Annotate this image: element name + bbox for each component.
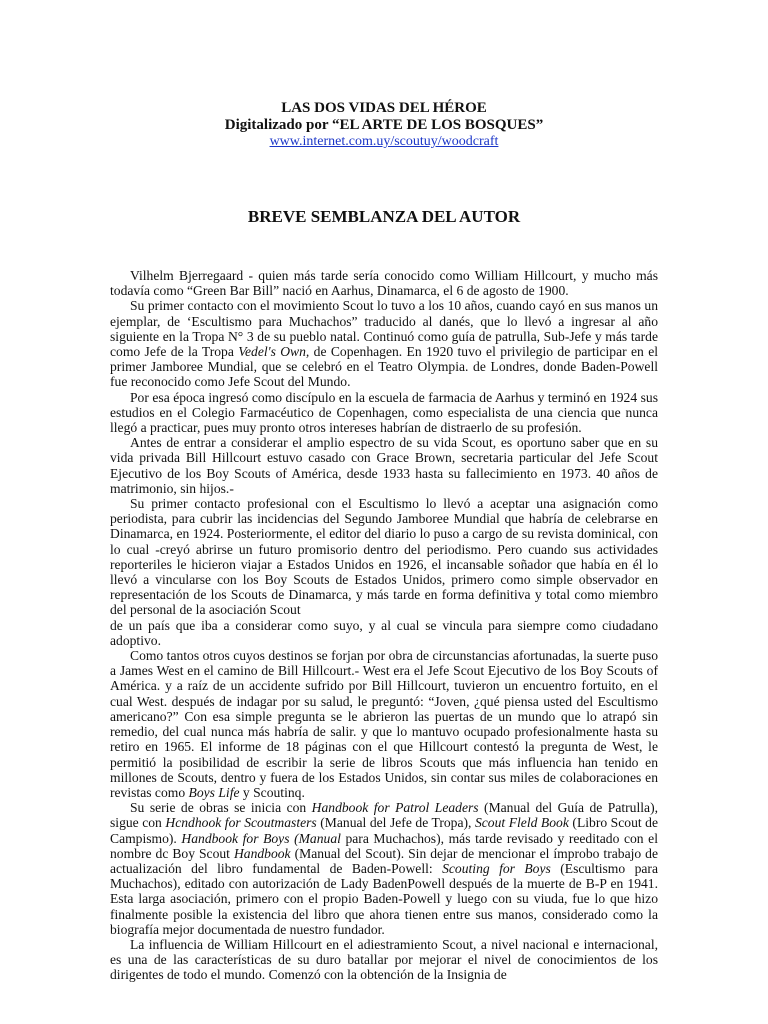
document-title: LAS DOS VIDAS DEL HÉROE	[281, 100, 487, 116]
paragraph: Antes de entrar a considerar el amplio espectro de su vida Scout, es oportuno saber que en su vida privada Bill Hillcourt estuvo casado con Grace Brown, secretaria particular del Jefe Scout Ejecutivo de los Boy Scouts of América, desde 1933 hasta su fallecimiento en 1973. 40 años de matrimonio, sin hijos.-	[110, 435, 658, 496]
paragraph: Su serie de obras se inicia con Handbook for Patrol Leaders (Manual del Guía de Patrulla), sigue con Hcndhook for Scoutmasters (Manual del Jefe de Tropa), Scout Fleld Book (Libro Scout de Campismo). Handbook for Boys (Manual para Muchachos), más tarde revisado y reeditado con el nombre dc Boy Scout Handbook (Manual del Scout). Sin dejar de mencionar el ímprobo trabajo de actualización del libro fundamental de Baden-Powell: Scouting for Boys (Escultismo para Muchachos), editado con autorización de Lady BadenPowell después de la muerte de B-P en 1941. Esta larga asociación, primero con el propio Baden-Powell y luego con su viuda, fue lo que hizo finalmente posible la existencia del libro que ahora tienen entre sus manos, considerado como la biografía mejor documentada de nuestro fundador.	[110, 800, 659, 937]
paragraph: Vilhelm Bjerregaard - quien más tarde sería conocido como William Hillcourt, y mucho más todavía como “Green Bar Bill” nació en Aarhus, Dinamarca, el 6 de agosto de 1900.	[110, 268, 658, 299]
paragraph: Su primer contacto profesional con el Escultismo lo llevó a aceptar una asignación como periodista, para cubrir las incidencias del Segundo Jamboree Mundial que habría de celebrarse en Dinamarca, en 1924. Posteriormente, el editor del diario lo puso a cargo de su revista dominical, con lo cual -creyó abrirse un futuro promisorio dentro del periodismo. Pero cuando sus actividades reporteriles le hicieron viajar a Estados Unidos en 1926, el incansable soñador que había en él lo llevó a vincularse con los Boy Scouts de Estados Unidos, primero como simple observador en representación de los Scouts de Dinamarca, y más tarde en forma definitiva y total como miembro del personal de la asociación Scout	[110, 496, 658, 618]
paragraph: de un país que iba a considerar como suyo, y al cual se vincula para siempre como ciudadano adoptivo.	[110, 617, 658, 648]
document-header	[0, 100, 768, 150]
paragraph: Su primer contacto con el movimiento Scout lo tuvo a los 10 años, cuando cayó en sus manos un ejemplar, de ‘Escultismo para Muchachos” traducido al danés, que lo llevó a ingresar al año siguiente en la Tropa N° 3 de su pueblo natal. Continuó como guía de patrulla, Sub-Jefe y más tarde como Jefe de la Tropa Vedel's Own, de Copenhagen. En 1920 tuvo el privilegio de participar en el primer Jamboree Mundial, que se celebró en el Teatro Olympia. de Londres, donde Baden-Powell fue reconocido como Jefe Scout del Mundo.	[110, 298, 659, 390]
document-body	[110, 268, 658, 983]
paragraph: Por esa época ingresó como discípulo en la escuela de farmacia de Aarhus y terminó en 1924 sus estudios en el Colegio Farmacéutico de Copenhagen, como especialista de una ciencia que nunca llegó a practicar, pues muy pronto otros intereses habrían de distraerlo de su profesión.	[110, 389, 658, 436]
section-title: BREVE SEMBLANZA DEL AUTOR	[247, 207, 521, 226]
paragraph: La influencia de William Hillcourt en el adiestramiento Scout, a nivel nacional e internacional, es una de las características de su duro batallar por mejorar el nivel de conocimientos de los dirigentes de todo el mundo. Comenzó con la obtención de la Insignia de	[110, 936, 658, 983]
paragraph: Como tantos otros cuyos destinos se forjan por obra de circunstancias afortunadas, la suerte puso a James West en el camino de Bill Hillcourt.- West era el Jefe Scout Ejecutivo de los Boy Scouts of América. y a raíz de un accidente sufrido por Bill Hillcourt, tuvieron un encuentro fortuito, en el cual West. después de indagar por su salud, le preguntó: “Joven, ¿qué piensa usted del Escultismo americano?” Con esa simple pregunta se le abrieron las puertas de un mundo que lo atrapó sin remedio, del cual nunca más habría de salir. y que lo mantuvo ocupado profesionalmente hasta su retiro en 1965. El informe de 18 páginas con el que Hillcourt contestó la pregunta de West, le permitió la posibilidad de escribir la serie de libros Scouts que más influencia han tenido en millones de Scouts, dentro y fuera de los Estados Unidos, sin contar sus miles de colaboraciones en revistas como Boys Life y Scoutinq.	[110, 648, 658, 800]
document-subtitle: Digitalizado por “EL ARTE DE LOS BOSQUES”	[224, 117, 544, 133]
website-link[interactable]: www.internet.com.uy/scoutuy/woodcraft	[269, 134, 499, 149]
